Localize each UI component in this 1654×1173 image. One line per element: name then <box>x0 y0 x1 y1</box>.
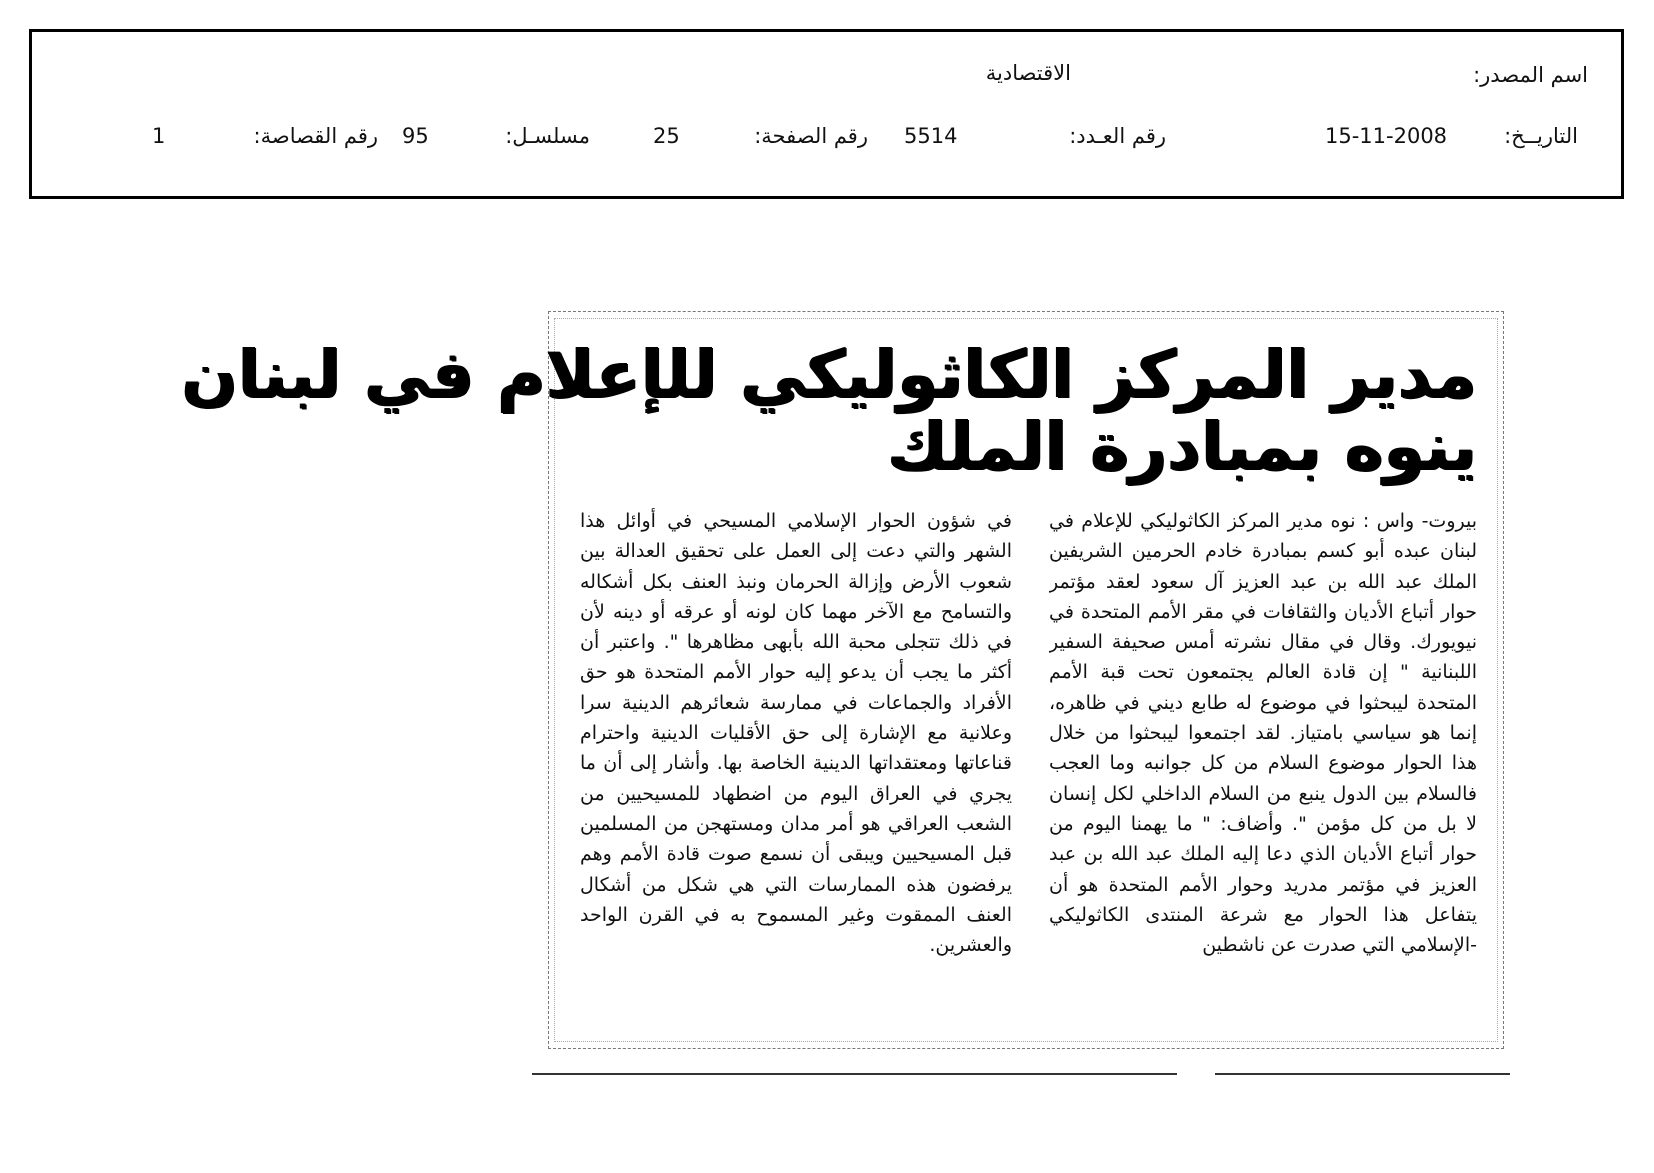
page-value: 25 <box>653 124 680 148</box>
article-column-left: في شؤون الحوار الإسلامي المسيحي في أوائل هذا الشهر والتي دعت إلى العمل على تحقيق العدالة بين شعوب الأرض وإزالة الحرمان ونبذ العنف بكل أشكاله والتسامح مع الآخر مهما كان لونه أو عرقه أو دينه لأن في ذلك تتجلى محبة الله بأبهى مظاهرها ". واعتبر أن أكثر ما يجب أن يدعو إليه حوار الأمم المتحدة هو حق الأفراد والجماعات في ممارسة شعائرهم الدينية سرا وعلانية مع الإشارة إلى حق الأقليات الدينية واحترام قناعاتها ومعتقداتها الدينية الخاصة بها. وأشار إلى أن ما يجري في العراق اليوم من اضطهاد للمسيحيين من الشعب العراقي هو أمر مدان ومستهجن من المسلمين قبل المسيحيين ويبقى أن نسمع صوت قادة الأمم وهم يرفضون هذه الممارسات التي هي شكل من أشكال العنف الممقوت وغير المسموح به في القرن الواحد والعشرين. <box>580 510 1012 957</box>
issue-value: 5514 <box>904 124 958 148</box>
bottom-rule-right <box>1215 1073 1510 1075</box>
clipping-metadata-box <box>29 29 1624 199</box>
source-label: اسم المصدر: <box>1473 63 1588 87</box>
serial-label: مسلسـل: <box>505 124 590 148</box>
serial-value: 95 <box>402 124 429 148</box>
clip-label: رقم القصاصة: <box>253 124 378 148</box>
page-label: رقم الصفحة: <box>754 124 868 148</box>
bottom-rule-left <box>532 1073 1177 1075</box>
article-headline-line1: مدير المركز الكاثوليكي للإعلام في لبنان <box>181 336 1477 413</box>
date-value: 15-11-2008 <box>1325 124 1448 148</box>
article-column-right: بيروت- واس : نوه مدير المركز الكاثوليكي للإعلام في لبنان عبده أبو كسم بمبادرة خادم الحرمين الشريفين الملك عبد الله بن عبد العزيز آل سعود لعقد مؤتمر حوار أتباع الأديان والثقافات في مقر الأمم المتحدة في نيويورك. وقال في مقال نشرته أمس صحيفة السفير اللبنانية " إن قادة العالم يجتمعون تحت قبة الأمم المتحدة ليبحثوا في موضوع له طابع ديني في ظاهره، إنما هو سياسي بامتياز. لقد اجتمعوا ليبحثوا من خلال هذا الحوار موضوع السلام من كل جوانبه وما العجب فالسلام بين الدول ينبع من السلام الداخلي لكل إنسان لا بل من كل مؤمن ". وأضاف: " ما يهمنا اليوم من حوار أتباع الأديان الذي دعا إليه الملك عبد الله بن عبد العزيز في مؤتمر مدريد وحوار الأمم المتحدة هو أن يتفاعل هذا الحوار مع شرعة المنتدى الكاثوليكي -الإسلامي التي صدرت عن ناشطين <box>1049 510 1477 957</box>
issue-label: رقم العـدد: <box>1069 124 1166 148</box>
clip-value: 1 <box>152 124 166 148</box>
date-label: التاريــخ: <box>1504 124 1578 148</box>
article-headline-line2: ينوه بمبادرة الملك <box>887 408 1477 485</box>
source-value: الاقتصادية <box>985 61 1071 85</box>
